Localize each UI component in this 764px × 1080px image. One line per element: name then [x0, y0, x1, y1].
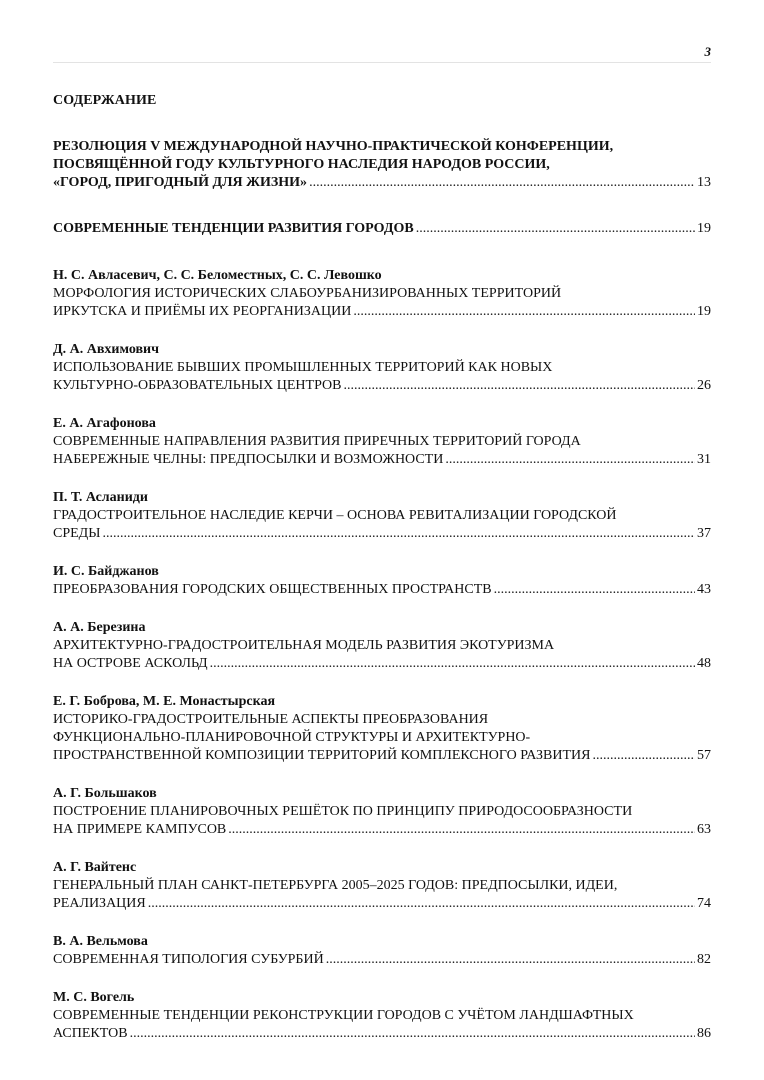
entry-last-line [53, 220, 711, 238]
entry-last-line [53, 451, 711, 469]
dot-leader [228, 821, 695, 839]
toc-heading: СОДЕРЖАНИЕ [53, 93, 157, 108]
entry-authors: А. Г. Большаков [53, 786, 157, 801]
dot-leader [353, 303, 695, 321]
entry-title-line: ПРЕОБРАЗОВАНИЯ ГОРОДСКИХ ОБЩЕСТВЕННЫХ ПРОСТРАНСТВ [53, 582, 492, 597]
entry-page-number: 86 [697, 1026, 711, 1041]
entry-last-line [53, 174, 711, 192]
entry-last-line [53, 303, 711, 321]
entry-last-line [53, 655, 711, 673]
entry-title-line: ИСТОРИКО-ГРАДОСТРОИТЕЛЬНЫЕ АСПЕКТЫ ПРЕОБРАЗОВАНИЯ [53, 712, 489, 727]
entry-last-line [53, 1025, 711, 1043]
toc-entry-article[interactable] [53, 267, 711, 321]
entry-last-line [53, 377, 711, 395]
entry-page-number: 13 [697, 175, 711, 190]
entry-page-number: 74 [697, 896, 711, 911]
toc-entry-article[interactable] [53, 341, 711, 395]
header-rule [53, 62, 711, 63]
entry-authors: А. А. Березина [53, 620, 146, 635]
toc-entry-resolution[interactable] [53, 138, 711, 192]
entry-authors: А. Г. Вайтенс [53, 860, 137, 875]
entry-page-number: 19 [697, 304, 711, 319]
entry-title-line: КУЛЬТУРНО-ОБРАЗОВАТЕЛЬНЫХ ЦЕНТРОВ [53, 378, 342, 393]
toc-entry-article[interactable] [53, 415, 711, 469]
dot-leader [416, 220, 695, 238]
entry-authors: И. С. Байджанов [53, 564, 159, 579]
dot-leader [309, 174, 695, 192]
entry-page-number: 26 [697, 378, 711, 393]
dot-leader [343, 377, 695, 395]
toc-entry-article[interactable] [53, 933, 711, 969]
entry-title-line: СРЕДЫ [53, 526, 101, 541]
entry-title-line: НА ПРИМЕРЕ КАМПУСОВ [53, 822, 227, 837]
entry-title-line: ГРАДОСТРОИТЕЛЬНОЕ НАСЛЕДИЕ КЕРЧИ – ОСНОВА РЕВИТАЛИЗАЦИИ ГОРОДСКОЙ [53, 508, 617, 523]
entry-title-line: ГЕНЕРАЛЬНЫЙ ПЛАН САНКТ-ПЕТЕРБУРГА 2005–2025 ГОДОВ: ПРЕДПОСЫЛКИ, ИДЕИ, [53, 878, 618, 893]
entry-last-line [53, 895, 711, 913]
entry-title-line: ПРОСТРАНСТВЕННОЙ КОМПОЗИЦИИ ТЕРРИТОРИЙ КОМПЛЕКСНОГО РАЗВИТИЯ [53, 748, 591, 763]
toc-entry-article[interactable] [53, 619, 711, 673]
entry-page-number: 31 [697, 452, 711, 467]
entry-page-number: 19 [697, 221, 711, 236]
toc-entry-article[interactable] [53, 989, 711, 1043]
entry-title-line: МОРФОЛОГИЯ ИСТОРИЧЕСКИХ СЛАБОУРБАНИЗИРОВАННЫХ ТЕРРИТОРИЙ [53, 286, 562, 301]
entry-last-line [53, 821, 711, 839]
entry-page-number: 43 [697, 582, 711, 597]
entry-authors: В. А. Вельмова [53, 934, 148, 949]
entry-last-line [53, 951, 711, 969]
table-of-contents [53, 92, 711, 1043]
entry-authors: Е. А. Агафонова [53, 416, 156, 431]
dot-leader [210, 655, 695, 673]
toc-entry-section[interactable] [53, 220, 711, 238]
dot-leader [593, 747, 696, 765]
toc-entry-article[interactable] [53, 785, 711, 839]
entry-last-line [53, 581, 711, 599]
entry-authors: Е. Г. Боброва, М. Е. Монастырская [53, 694, 276, 709]
entry-title-line: СОВРЕМЕННЫЕ ТЕНДЕНЦИИ РАЗВИТИЯ ГОРОДОВ [53, 221, 414, 236]
entry-title-line: РЕАЛИЗАЦИЯ [53, 896, 146, 911]
dot-leader [445, 451, 695, 469]
entry-title-line: НА ОСТРОВЕ АСКОЛЬД [53, 656, 208, 671]
entry-authors: Д. А. Авхимович [53, 342, 160, 357]
entry-page-number: 63 [697, 822, 711, 837]
entry-last-line [53, 525, 711, 543]
page-number: 3 [704, 44, 711, 59]
entry-title-line: АРХИТЕКТУРНО-ГРАДОСТРОИТЕЛЬНАЯ МОДЕЛЬ РАЗВИТИЯ ЭКОТУРИЗМА [53, 638, 555, 653]
dot-leader [326, 951, 695, 969]
entry-title-line: СОВРЕМЕННЫЕ ТЕНДЕНЦИИ РЕКОНСТРУКЦИИ ГОРОДОВ С УЧЁТОМ ЛАНДШАФТНЫХ [53, 1008, 634, 1023]
entry-page-number: 82 [697, 952, 711, 967]
entry-title-line: НАБЕРЕЖНЫЕ ЧЕЛНЫ: ПРЕДПОСЫЛКИ И ВОЗМОЖНОСТИ [53, 452, 444, 467]
entry-authors: М. С. Вогель [53, 990, 135, 1005]
entry-title-line: «ГОРОД, ПРИГОДНЫЙ ДЛЯ ЖИЗНИ» [53, 175, 308, 190]
entry-title-line: СОВРЕМЕННАЯ ТИПОЛОГИЯ СУБУРБИЙ [53, 952, 324, 967]
dot-leader [102, 525, 695, 543]
entry-title-line: ФУНКЦИОНАЛЬНО-ПЛАНИРОВОЧНОЙ СТРУКТУРЫ И АРХИТЕКТУРНО- [53, 730, 531, 745]
entry-title-line: СОВРЕМЕННЫЕ НАПРАВЛЕНИЯ РАЗВИТИЯ ПРИРЕЧНЫХ ТЕРРИТОРИЙ ГОРОДА [53, 434, 581, 449]
entry-title-line: ПОСВЯЩЁННОЙ ГОДУ КУЛЬТУРНОГО НАСЛЕДИЯ НАРОДОВ РОССИИ, [53, 157, 550, 172]
entry-page-number: 57 [697, 748, 711, 763]
toc-entry-article[interactable] [53, 489, 711, 543]
toc-entry-article[interactable] [53, 859, 711, 913]
entry-title-line: АСПЕКТОВ [53, 1026, 128, 1041]
entry-last-line [53, 747, 711, 765]
entry-authors: Н. С. Авласевич, С. С. Беломестных, С. С. Левошко [53, 268, 382, 283]
entry-title-line: РЕЗОЛЮЦИЯ V МЕЖДУНАРОДНОЙ НАУЧНО-ПРАКТИЧЕСКОЙ КОНФЕРЕНЦИИ, [53, 139, 614, 154]
entry-authors: П. Т. Асланиди [53, 490, 148, 505]
dot-leader [494, 581, 695, 599]
entry-page-number: 37 [697, 526, 711, 541]
dot-leader [148, 895, 695, 913]
entry-title-line: ПОСТРОЕНИЕ ПЛАНИРОВОЧНЫХ РЕШЁТОК ПО ПРИНЦИПУ ПРИРОДОСООБРАЗНОСТИ [53, 804, 633, 819]
toc-entry-article[interactable] [53, 693, 711, 765]
toc-entry-article[interactable] [53, 563, 711, 599]
entry-page-number: 48 [697, 656, 711, 671]
entry-title-line: ИРКУТСКА И ПРИЁМЫ ИХ РЕОРГАНИЗАЦИИ [53, 304, 352, 319]
dot-leader [130, 1025, 695, 1043]
entry-title-line: ИСПОЛЬЗОВАНИЕ БЫВШИХ ПРОМЫШЛЕННЫХ ТЕРРИТОРИЙ КАК НОВЫХ [53, 360, 553, 375]
